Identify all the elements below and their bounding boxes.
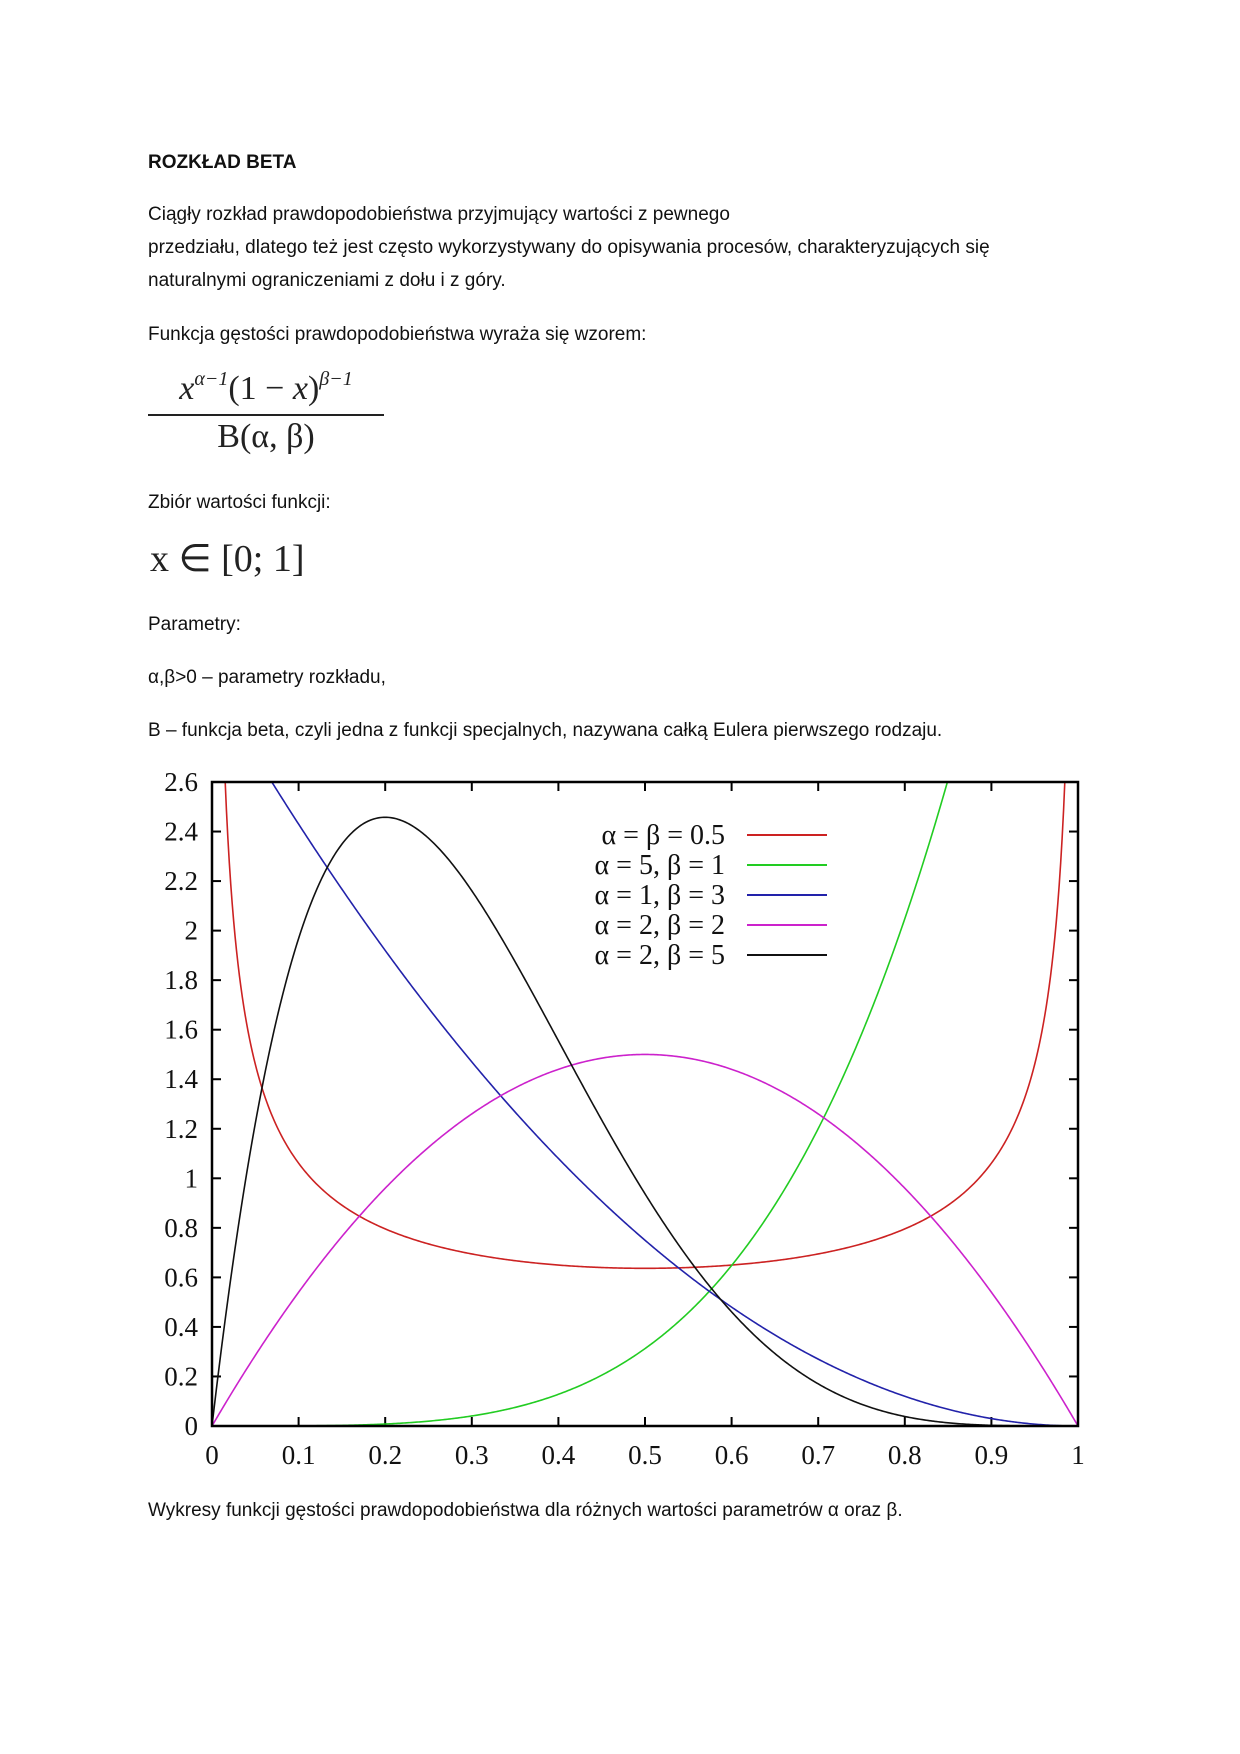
- legend-label-3: α = 1, β = 3: [594, 880, 725, 911]
- x-tick-label: 0.2: [368, 1440, 403, 1470]
- y-tick-label: 2: [184, 915, 198, 946]
- y-tick-label: 2.4: [164, 816, 198, 847]
- param-beta-function: B – funkcja beta, czyli jedna z funkcji specjalnych, nazywana całką Eulera pierwszego rodzaju.: [148, 720, 943, 741]
- x-tick-label: 0.7: [801, 1440, 836, 1470]
- x-tick-label: 0.6: [714, 1440, 749, 1470]
- y-tick-label: 1.6: [164, 1014, 198, 1045]
- legend-label-1: α = β = 0.5: [601, 820, 725, 851]
- y-tick-label: 0.8: [164, 1212, 198, 1243]
- param-alpha-beta: α,β>0 – parametry rozkładu,: [148, 667, 386, 688]
- formula-close: ): [307, 370, 320, 407]
- formula-exp-alpha: α−1: [194, 368, 229, 390]
- formula-numerator: [148, 368, 384, 414]
- intro-line-3: naturalnymi ograniczeniami z dołu i z góry.: [148, 270, 506, 291]
- formula-label: Funkcja gęstości prawdopodobieństwa wyraża się wzorem:: [148, 324, 647, 345]
- range-label: Zbiór wartości funkcji:: [148, 492, 331, 513]
- range-formula: x ∈ [0; 1]: [150, 538, 305, 580]
- x-tick-label: 0.3: [454, 1440, 489, 1470]
- formula-middle: (1 −: [228, 370, 293, 407]
- intro-line-1: Ciągły rozkład prawdopodobieństwa przyjmujący wartości z pewnego: [148, 204, 730, 225]
- params-label: Parametry:: [148, 614, 241, 635]
- y-tick-label: 1.8: [164, 965, 198, 996]
- y-tick-label: 0.2: [164, 1361, 198, 1392]
- x-tick-label: 0.1: [281, 1440, 316, 1470]
- beta-density-chart: [140, 760, 1100, 1480]
- x-tick-label: 1: [1071, 1440, 1085, 1470]
- formula-exp-beta: β−1: [319, 368, 353, 390]
- chart-svg: [140, 760, 1100, 1480]
- formula-denominator: B(α, β): [217, 418, 315, 455]
- y-tick-label: 0: [184, 1411, 198, 1441]
- x-tick-label: 0.4: [541, 1440, 576, 1470]
- intro-paragraph: [148, 198, 990, 297]
- y-tick-label: 0.6: [164, 1262, 198, 1293]
- y-tick-label: 2.6: [164, 767, 198, 797]
- y-tick-label: 1.2: [164, 1113, 198, 1144]
- formula-x2: x: [292, 370, 308, 407]
- legend-label-4: α = 2, β = 2: [594, 910, 725, 941]
- legend-label-2: α = 5, β = 1: [594, 850, 725, 881]
- formula-x: x: [179, 370, 195, 407]
- intro-line-2: przedziału, dlatego też jest często wykorzystywany do opisywania procesów, charakteryzujących się: [148, 237, 990, 258]
- legend-label-5: α = 2, β = 5: [594, 940, 725, 971]
- y-tick-label: 1.4: [164, 1064, 198, 1095]
- x-tick-label: 0: [205, 1440, 219, 1470]
- y-tick-label: 1: [184, 1163, 198, 1194]
- density-formula: [148, 368, 384, 456]
- chart-caption: Wykresy funkcji gęstości prawdopodobieństwa dla różnych wartości parametrów α oraz β.: [148, 1500, 903, 1521]
- x-tick-label: 0.8: [887, 1440, 922, 1470]
- y-tick-label: 0.4: [164, 1311, 198, 1342]
- x-tick-label: 0.9: [974, 1440, 1009, 1470]
- x-tick-label: 0.5: [628, 1440, 662, 1470]
- document-title: ROZKŁAD BETA: [148, 152, 297, 173]
- y-tick-label: 2.2: [164, 866, 198, 897]
